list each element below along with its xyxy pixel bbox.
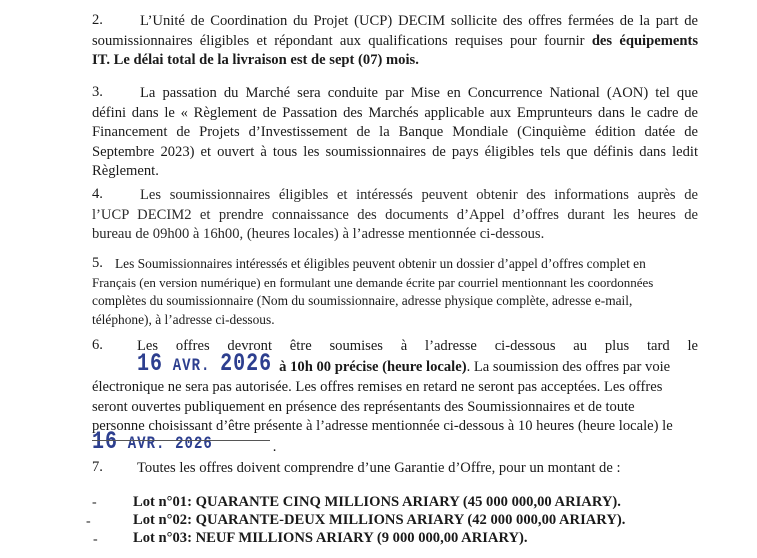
date-stamp-deadline — [137, 349, 273, 379]
paragraph-5-line: téléphone), à l’adresse ci-dessous. — [92, 311, 275, 327]
paragraph-6-line-2-text — [279, 359, 670, 375]
paragraph-6-line-2-rest: . La soumission des offres par voie — [466, 358, 671, 375]
stamp-month: AVR. — [127, 433, 166, 454]
paragraph-6-bold-time: à 10h 00 précise (heure locale) — [279, 358, 467, 375]
paragraph-2-line-3-bold: IT. Le délai total de la livraison est de sept (07) mois. — [92, 52, 419, 68]
paragraph-5-line: Les Soumissionnaires intéressés et éligibles peuvent obtenir un dossier d’appel d’offres complet en — [115, 256, 646, 271]
paragraph-3-line: Financement de Projets d’Investissement de la Banque Mondiale (Cinquième édition datée de — [92, 124, 698, 140]
paragraph-5-number: 5. — [92, 255, 103, 271]
signature-underline — [92, 440, 270, 441]
lot-3: Lot n°03: NEUF MILLIONS ARIARY (9 000 000,00 ARIARY). — [133, 530, 528, 546]
paragraph-4-line: Les soumissionnaires éligibles et intéressés peuvent obtenir des informations auprès de — [140, 187, 698, 203]
paragraph-6-line-6-end: . — [272, 438, 277, 455]
lot-1: Lot n°01: QUARANTE CINQ MILLIONS ARIARY (45 000 000,00 ARIARY). — [133, 494, 621, 510]
paragraph-2-line-2-text: soumissionnaires éligibles et répondant aux qualifications requises pour fournir — [92, 32, 592, 49]
paragraph-7-number: 7. — [92, 459, 103, 475]
stamp-year: 2026 — [220, 349, 273, 379]
paragraph-2-line-1: L’Unité de Coordination du Projet (UCP) DECIM sollicite des offres fermées de la part de — [140, 13, 698, 29]
lot-2-dash: - — [86, 514, 91, 529]
lot-3-dash: - — [93, 532, 98, 547]
paragraph-2-line-2 — [92, 32, 698, 52]
paragraph-2 — [92, 12, 698, 71]
paragraph-3-line: La passation du Marché sera conduite par Mise en Concurrence National (AON) tel que — [140, 85, 698, 101]
paragraph-3-line: Septembre 2023) et ouvert à tous les soumissionnaires de pays éligibles tels que définis dans ledit — [92, 143, 698, 160]
paragraph-7-text: Toutes les offres doivent comprendre d’une Garantie d’Offre, pour un montant de : — [137, 460, 621, 476]
paragraph-3-number: 3. — [92, 84, 103, 100]
paragraph-4-line: l’UCP DECIM2 et prendre connaissance des documents d’Appel d’offres durant les heures de — [92, 206, 698, 223]
paragraph-3-line: Règlement. — [92, 163, 159, 179]
paragraph-5-line: Français (en version numérique) en formulant une demande écrite par courriel mentionnant les coordonnées — [92, 274, 654, 290]
lot-2: Lot n°02: QUARANTE-DEUX MILLIONS ARIARY (42 000 000,00 ARIARY). — [133, 512, 626, 528]
paragraph-5-line: complètes du soumissionnaire (Nom du soumissionnaire, adresse physique complète, adresse e-mail, — [92, 293, 633, 308]
stamp-year: 2026 — [175, 433, 213, 454]
paragraph-6-number: 6. — [92, 337, 103, 353]
paragraph-4-number: 4. — [92, 186, 103, 202]
paragraph-4-line: bureau de 09h00 à 16h00, (heures locales) à l’adresse mentionnée ci-dessous. — [92, 226, 545, 242]
stamp-day: 16 — [92, 427, 119, 457]
paragraph-7 — [137, 459, 697, 479]
paragraph-4 — [92, 186, 698, 245]
date-stamp-opening — [92, 427, 213, 457]
paragraph-6-line-2 — [92, 349, 698, 379]
stamp-day: 16 — [137, 349, 164, 379]
paragraph-3 — [92, 84, 698, 182]
paragraph-6-line-1: Les offres devront être soumises à l’adresse ci-dessous au plus tard le — [137, 338, 698, 354]
paragraph-3-line: défini dans le « Règlement de Passation des Marchés applicable aux Emprunteurs dans le cadre de — [92, 104, 698, 121]
paragraph-2-line-2-bold: des équipements — [591, 32, 698, 49]
lot-1-dash: - — [92, 495, 97, 510]
paragraph-5 — [92, 255, 702, 329]
stamp-month: AVR. — [172, 355, 211, 376]
paragraph-6-line-5: personne choisissant d’être présente à l’adresse mentionnée ci-dessous à 10 heures (heure locale) le — [92, 418, 673, 434]
paragraph-2-number: 2. — [92, 12, 103, 28]
paragraph-6-line-3: électronique ne sera pas autorisée. Les offres remises en retard ne seront pas acceptées. Les offres — [92, 379, 663, 395]
paragraph-2-line-3 — [92, 51, 698, 71]
paragraph-6-line-4: seront ouvertes publiquement en présence des représentants des Soumissionnaires et de toute — [92, 398, 635, 415]
